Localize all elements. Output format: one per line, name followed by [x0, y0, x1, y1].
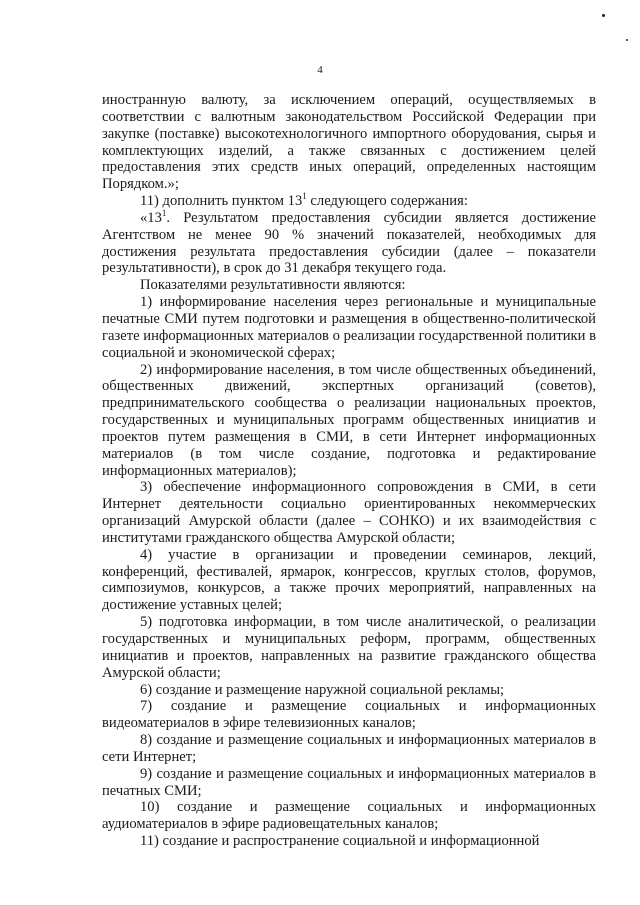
list-item-2: 2) информирование населения, в том числе общественных объединений, общественных движений, экспертных организаций (советов), предпринимательского сообщества о реализации национальных проектов, государственных и муниципальных программ общественных инициатив и проектов путем размещения в СМИ, в сети Интернет информационных материалов (в том числе создание, подготовка и редактирование информационных материалов);	[102, 361, 596, 479]
list-item-1: 1) информирование населения через региональные и муниципальные печатные СМИ путем подготовки и размещения в общественно-политической газете информационных материалов о реализации государственной политики в социальной и экономической сферах;	[102, 294, 596, 361]
paragraph-indicators-intro: Показателями результативности являются:	[140, 277, 406, 294]
paragraph-clause-13-1: «$13^1$. Результатом предоставления субсидии является достижение Агентством не менее 90 % значений показателей, необходимых для достижения результата предоставления субсидии (далее – показатели результативности), в срок до 31 декабря текущего года.	[102, 207, 596, 277]
list-item-11: 11) создание и распространение социальной и информационной	[140, 833, 540, 850]
paragraph-continuation: иностранную валюту, за исключением операций, осуществляемых в соответствии с валютным законодательством Российской Федерации при закупке (поставке) высокотехнологичного импортного оборудования, сырья и комплектующих изделий, а также связанных с достижением целей предоставления этих средств иных операций, определенных настоящим Порядком.»;	[102, 92, 596, 193]
document-body	[102, 92, 596, 850]
list-item-5: 5) подготовка информации, в том числе аналитической, о реализации государственных и муниципальных реформ, программ, общественных инициатив и проектов, направленных на развитие гражданского общества Амурской области;	[102, 614, 596, 681]
list-item-10: 10) создание и размещение социальных и информационных аудиоматериалов в эфире радиовещательных каналов;	[102, 799, 596, 833]
list-item-7: 7) создание и размещение социальных и информационных видеоматериалов в эфире телевизионных каналов;	[102, 698, 596, 732]
paragraph-amendment-item-11: 11) дополнить пунктом $13^1$ следующего содержания:	[140, 191, 468, 210]
page-number: 4	[317, 64, 323, 76]
list-item-6: 6) создание и размещение наружной социальной рекламы;	[140, 681, 505, 698]
list-item-8: 8) создание и размещение социальных и информационных материалов в сети Интернет;	[102, 732, 596, 765]
scan-speck	[626, 39, 628, 41]
list-item-4: 4) участие в организации и проведении семинаров, лекций, конференций, фестивалей, ярмарок, конгрессов, круглых столов, форумов, симпозиумов, конкурсов, а также прочих мероприятий, направленных на достижение уставных целей;	[102, 546, 596, 614]
list-item-3: 3) обеспечение информационного сопровождения в СМИ, в сети Интернет деятельности социально ориентированных некоммерческих организаций Амурской области (далее – СОНКО) и их взаимодействия с институтами гражданского общества Амурской области;	[102, 479, 596, 546]
scan-speck	[602, 14, 605, 17]
list-item-9: 9) создание и размещение социальных и информационных материалов в печатных СМИ;	[102, 765, 596, 799]
